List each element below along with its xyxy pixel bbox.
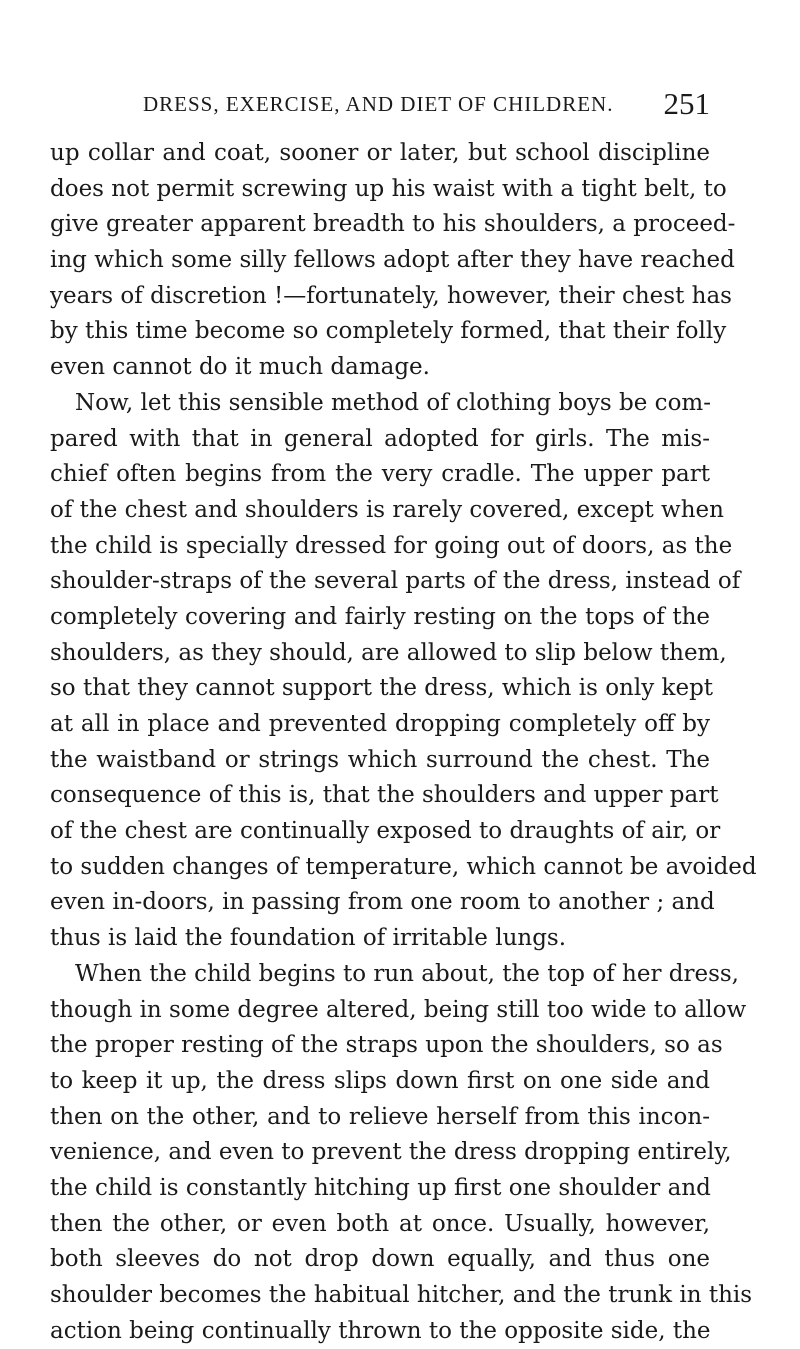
text-line: to keep it up, the dress slips down first on one side and <box>50 1067 710 1094</box>
page-number: 251 <box>663 86 710 121</box>
text-line: completely covering and fairly resting on the tops of the <box>50 603 710 630</box>
text-line: though in some degree altered, being still too wide to allow <box>50 996 747 1023</box>
text-line: consequence of this is, that the shoulders and upper part <box>50 782 719 809</box>
text-line: shoulders, as they should, are allowed to slip below them, <box>50 639 727 666</box>
text-line: When the child begins to run about, the top of her dress, <box>75 960 739 987</box>
text-line: the child is constantly hitching up first one shoulder and <box>50 1174 711 1201</box>
text-line: thus is laid the foundation of irritable lungs. <box>50 925 567 952</box>
text-line: the child is specially dressed for going out of doors, as the <box>50 532 733 559</box>
text-line: so that they cannot support the dress, which is only kept <box>50 675 714 702</box>
text-line: of the chest and shoulders is rarely covered, except when <box>50 496 724 523</box>
text-line: give greater apparent breadth to his shoulders, a proceed- <box>50 211 736 238</box>
text-line: to sudden changes of temperature, which cannot be avoided <box>50 853 757 880</box>
text-line: of the chest are continually exposed to draughts of air, or <box>50 818 721 845</box>
running-head <box>0 86 710 130</box>
text-line: then on the other, and to relieve herself from this incon- <box>50 1103 710 1130</box>
text-line: the waistband or strings which surround the chest. The <box>50 746 710 773</box>
text-line: pared with that in general adopted for girls. The mis- <box>50 425 710 452</box>
text-line: venience, and even to prevent the dress dropping entirely, <box>50 1139 732 1166</box>
text-line: shoulder-straps of the several parts of the dress, instead of <box>50 568 741 595</box>
text-line: then the other, or even both at once. Usually, however, <box>50 1210 710 1237</box>
text-line: even cannot do it much damage. <box>50 354 430 381</box>
text-line: action being continually thrown to the opposite side, the <box>50 1317 711 1344</box>
text-line: at all in place and prevented dropping completely off by <box>50 711 710 737</box>
text-line: chief often begins from the very cradle. The upper part <box>50 461 710 488</box>
text-line: the proper resting of the straps upon the shoulders, so as <box>50 1032 723 1059</box>
text-line: up collar and coat, sooner or later, but school discipline <box>50 140 710 166</box>
text-line: does not permit screwing up his waist with a tight belt, to <box>50 175 727 202</box>
text-line: by this time become so completely formed, that their folly <box>50 318 727 345</box>
text-line: Now, let this sensible method of clothing boys be com- <box>75 389 711 416</box>
text-line: years of discretion !—fortunately, however, their chest has <box>50 282 732 309</box>
running-title: DRESS, EXERCISE, AND DIET OF CHILDREN. <box>143 92 614 116</box>
body-text <box>50 136 757 1349</box>
text-line: shoulder becomes the habitual hitcher, and the trunk in this <box>50 1282 753 1308</box>
text-line: ing which some silly fellows adopt after they have reached <box>50 247 735 274</box>
text-line: both sleeves do not drop down equally, and thus one <box>50 1246 710 1273</box>
text-line: even in-doors, in passing from one room to another ; and <box>50 889 715 916</box>
